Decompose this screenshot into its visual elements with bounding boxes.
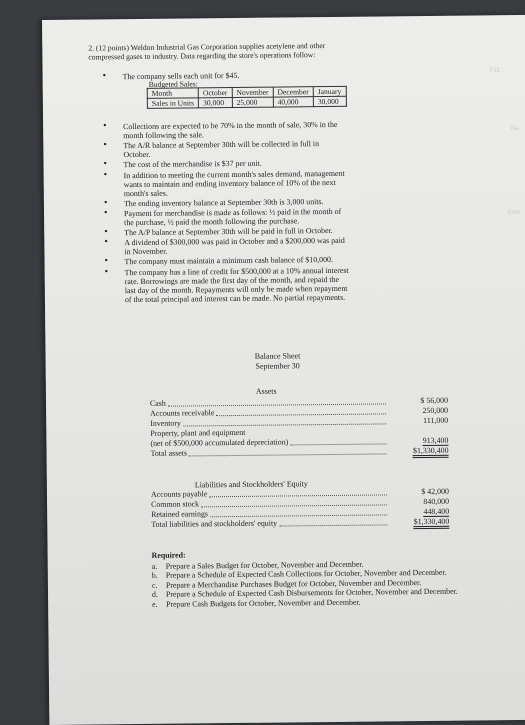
bullet-line: A dividend of $300,000 was paid in October and a $200,000 was paid — [124, 236, 345, 248]
bullet-line: month following the sale. — [123, 130, 204, 141]
balance-row-amount: 111,000 — [423, 415, 449, 426]
paper-sheet — [42, 15, 525, 725]
liabilities-heading: Liabilities and Stockholders' Equity — [194, 479, 308, 490]
table-header-cell: December — [273, 87, 313, 97]
balance-row-label: Total assets — [150, 448, 188, 458]
bullet-line: the purchase, ½ paid the month following the purchase. — [124, 216, 300, 228]
balance-row-amount: $1,330,400 — [414, 517, 450, 529]
bullet-line: last day of the month. Repayments will only be made when repayment — [124, 283, 348, 295]
balance-row-amount: 250,000 — [422, 405, 449, 416]
leader-dots — [189, 453, 387, 456]
table-cell: 30,000 — [313, 96, 346, 106]
balance-row-label: Property, plant and equipment — [150, 427, 246, 438]
budget-table-caption: Budgeted Sales: — [148, 79, 198, 89]
table-row-label: Sales in Units — [147, 98, 198, 109]
bullet-line: wants to maintain and ending inventory balance of 10% of the next — [123, 177, 336, 189]
bullet-dot-icon: • — [102, 70, 107, 82]
bullet-line: rate. Borrowings are made the first day of the month, and repaid the — [124, 274, 340, 286]
intro-line: 2. (12 points) Weldon Industrial Gas Corporation supplies acetylene and other — [88, 41, 326, 53]
table-header-cell: November — [232, 87, 273, 97]
balance-row-amount: 840,000 — [423, 496, 450, 507]
bullet-line: Collections are expected to be 70% in the month of sale, 30% in the — [123, 120, 338, 132]
balance-row-amount: $1,330,400 — [413, 446, 449, 458]
bullet-line: Payment for merchandise is made as follows: ½ paid in the month of — [123, 206, 342, 219]
balance-row-label: Inventory — [150, 418, 181, 428]
bullet-line: The A/R balance at September 30th will be collected in full in — [123, 139, 320, 151]
table-row — [147, 96, 346, 108]
required-item-letter: a. — [151, 561, 158, 571]
required-section — [152, 547, 483, 609]
bullet-dot-icon: • — [103, 168, 108, 180]
bullet-dot-icon: • — [103, 139, 107, 151]
table-cell: 25,000 — [232, 97, 273, 107]
bullet-dot-icon: • — [103, 120, 107, 132]
bullet-dot-icon: • — [104, 265, 109, 277]
bullet-item — [104, 206, 444, 228]
bullet-item — [103, 138, 443, 160]
bullet-line: The A/P balance at September 30th will be paid in full in October. — [124, 226, 333, 238]
balance-sheet-title — [217, 351, 337, 372]
bullet-line: The company sells each unit for $45. — [122, 70, 240, 82]
table-header-cell: January — [313, 86, 346, 96]
bullet-item — [104, 167, 444, 198]
required-item — [152, 596, 482, 609]
balance-row — [151, 517, 449, 530]
balance-row-label: Accounts payable — [150, 489, 208, 499]
balance-row-amount: $ 56,000 — [420, 395, 449, 406]
bullet-item — [104, 235, 444, 257]
background-label: F11 — [490, 68, 500, 74]
balance-row-amount: 913,400 — [422, 435, 449, 446]
bullet-dot-icon: • — [104, 255, 109, 267]
balance-sheet-date: September 30 — [255, 361, 300, 371]
required-item-text: Prepare a Schedule of Expected Cash Disbursements for October, November and December. — [165, 587, 458, 600]
required-heading: Required: — [151, 550, 186, 560]
bullet-dot-icon: • — [103, 197, 108, 209]
required-item-letter: d. — [151, 590, 158, 600]
bullet-line: of the total principal and interest can be made. No partial repayments. — [124, 292, 346, 304]
bullet-dot-icon: • — [103, 158, 108, 170]
assets-heading: Assets — [255, 386, 277, 396]
balance-sheet-heading: Balance Sheet — [254, 351, 301, 361]
leader-dots — [279, 524, 387, 526]
bullet-line: In addition to meeting the current month's sales demand, management — [123, 168, 345, 180]
table-header-cell: October — [198, 88, 232, 98]
balance-row-label: Cash — [149, 398, 166, 408]
required-item-letter: e. — [152, 599, 158, 609]
balance-row-label: Retained earnings — [151, 509, 208, 519]
required-item-text: Prepare a Schedule of Expected Cash Collections for October, November and December. — [165, 567, 447, 580]
balance-row-label: Accounts receivable — [150, 408, 215, 418]
bullet-item — [103, 119, 443, 141]
balance-row-label: (net of $500,000 accumulated depreciation) — [150, 437, 289, 448]
table-cell: 30,000 — [199, 98, 233, 108]
required-item-text: Prepare a Merchandise Purchases Budget for October, November and December. — [165, 577, 422, 590]
leader-dots — [290, 443, 386, 445]
balance-row-label: Common stock — [151, 499, 200, 509]
intro-line: compressed gases to industry. Data regarding the store's operations follow: — [88, 49, 316, 62]
bullet-dot-icon: • — [104, 236, 108, 248]
table-header-cell: Month — [147, 88, 198, 99]
required-item-letter: c. — [151, 580, 158, 590]
bullet-line: in November. — [124, 247, 168, 257]
required-item-text: Prepare Cash Budgets for October, November and December. — [166, 597, 361, 609]
bullet-line: The company must maintain a minimum cash balance of $10,000. — [124, 255, 333, 267]
required-item-text: Prepare a Sales Budget for October, November and December. — [165, 559, 364, 571]
background-label: Ba — [511, 126, 519, 132]
bullet-line: The cost of the merchandise is $37 per unit. — [123, 159, 262, 170]
balance-row-label: Total liabilities and stockholders' equity — [151, 518, 278, 529]
bullet-line: month's sales. — [123, 188, 168, 198]
table-cell: 40,000 — [273, 97, 313, 107]
required-item-letter: b. — [151, 571, 158, 581]
bullet-line: The company has a line of credit for $500,000 at a 10% annual interest — [124, 265, 349, 277]
bullet-dot-icon: • — [103, 207, 108, 219]
balance-row-amount: 448,400 — [423, 506, 450, 517]
bullet-item — [105, 264, 445, 304]
bullet-line: The ending inventory balance at September 30th is 3,000 units. — [123, 196, 324, 208]
balance-row-amount: $ 42,000 — [421, 486, 450, 497]
budgeted-sales-table — [147, 86, 347, 109]
bullet-line: October. — [123, 150, 151, 160]
bullet-dot-icon: • — [104, 226, 108, 238]
background-label: Ente — [508, 210, 521, 216]
problem-intro — [88, 42, 325, 62]
balance-row — [150, 446, 448, 459]
